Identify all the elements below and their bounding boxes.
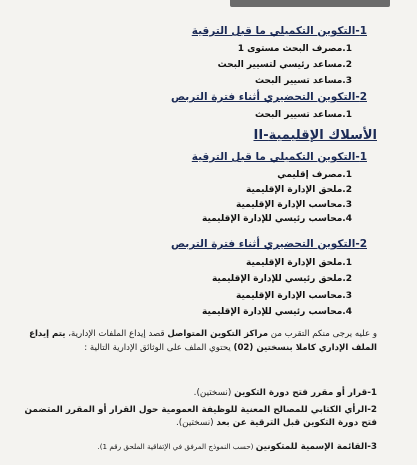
intro-paragraph [18,327,377,355]
document-item [18,404,377,430]
list-item: 2.ملحق الإدارة الإقليمية [246,185,352,195]
list-item: 4.محاسب رئيسي للإدارة الإقليمية [201,214,352,224]
document-title: 1-قرار أو مقرر فتح دورة التكوين [234,388,377,398]
list-item: 3.مساعد تسيير البحث [254,76,352,86]
section2-title: II-الأسلاك الإقليمية [253,128,377,143]
document-note: (حسب النموذج المرفق في الإتفاقية الملحق رقم 1). [97,442,256,451]
list-item: 3.محاسب الإدارة الإقليمية [236,200,352,210]
list-item: 4.محاسب رئيسي للإدارة الإقليمية [201,307,352,317]
section1-sub1-title: 1-التكوين التكميلي ما قبل الترقية [191,25,367,37]
list-item: 2.ملحق رئيسي للإدارة الإقليمية [211,274,352,284]
section2-sub2-title: 2-التكوين التحضيري أثناء فترة التربص [170,238,367,250]
section2-sub1-title: 1-التكوين التكميلي ما قبل الترقية [191,151,367,163]
list-item: 1.ملحق الإدارة الإقليمية [246,258,352,268]
list-item: 3.محاسب الإدارة الإقليمية [236,291,352,301]
list-item: 1.مساعد تسيير البحث [254,110,352,120]
document-note: (نسختين). [175,418,217,428]
paragraph-bold: يتم إيداع الملف الإداري كاملا بنسختين (02) [29,329,377,353]
list-item: 2.مساعد رئيسي لتسيير البحث [217,60,352,70]
document-title: 2-الرأي الكتابي للمصالح المعنية للوظيفة العمومية حول القرار أو المقرر المتضمن فتح دورة التكوين قبل الترقية عن بعد [24,405,377,428]
header-band [230,0,390,7]
paragraph-text: يحتوي الملف على الوثائق الإدارية التالية : [84,343,234,353]
document-title: 3-القائمة الإسمية للمتكونين [255,442,377,452]
document-note: (نسختين). [193,388,235,398]
document-item [18,387,377,400]
document-item [18,440,377,454]
paragraph-text: و عليه يرجى منكم التقرب من [268,329,377,339]
paragraph-text: قصد إيداع الملفات الإدارية، [65,329,168,339]
list-item: 1.مصرف إقليمي [277,170,352,180]
section1-sub2-title: 2-التكوين التحضيري أثناء فترة التربص [170,91,367,103]
list-item: 1.مصرف البحث مستوى 1 [237,44,352,54]
paragraph-bold: مراكز التكوين المتواصل [167,329,269,339]
